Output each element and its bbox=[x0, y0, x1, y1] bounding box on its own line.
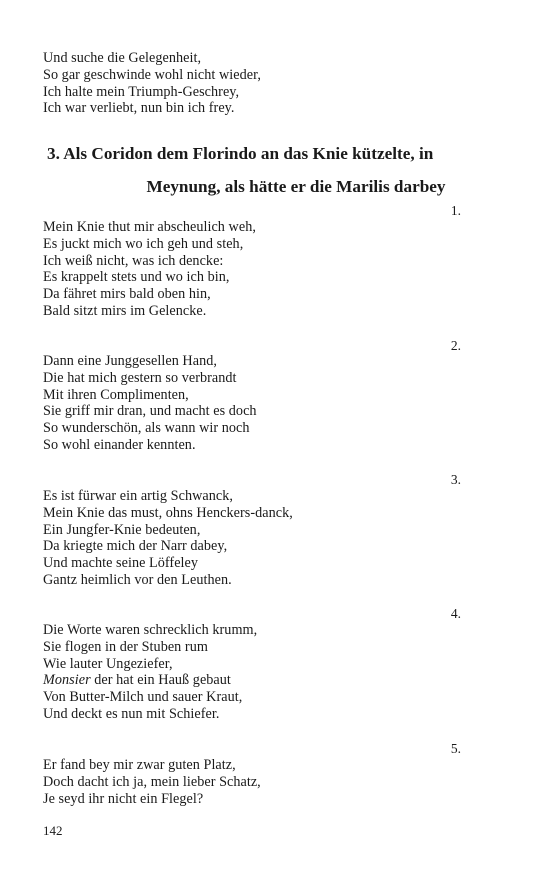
verse-line: Da fähret mirs bald oben hin, bbox=[43, 286, 211, 303]
verse-line: Gantz heimlich vor den Leuthen. bbox=[43, 571, 232, 588]
verse-line: So gar geschwinde wohl nicht wieder, bbox=[43, 66, 261, 83]
verse-line: Je seyd ihr nicht ein Flegel? bbox=[43, 790, 204, 807]
stanza-number: 5. bbox=[450, 741, 461, 756]
stanza-1 bbox=[43, 219, 503, 320]
verse-line: Mein Knie thut mir abscheulich weh, bbox=[43, 219, 256, 235]
intro-verse bbox=[43, 50, 503, 117]
stanza-number: 1. bbox=[450, 203, 461, 218]
verse-line: Ein Jungfer-Knie bedeuten, bbox=[43, 521, 201, 538]
stanza-5 bbox=[43, 757, 503, 807]
stanza-number: 3. bbox=[450, 472, 461, 487]
stanza-number: 4. bbox=[450, 606, 461, 621]
verse-line: So wunderschön, als wann wir noch bbox=[43, 420, 250, 437]
stanza-3 bbox=[43, 488, 503, 589]
stanza-2 bbox=[43, 353, 503, 454]
verse-line: Die Worte waren schrecklich krumm, bbox=[43, 622, 258, 638]
page-number: 142 bbox=[43, 823, 63, 838]
verse-line: Mit ihren Complimenten, bbox=[43, 386, 189, 403]
verse-line: Von Butter-Milch und sauer Kraut, bbox=[43, 689, 243, 706]
verse-line: Die hat mich gestern so verbrandt bbox=[43, 369, 237, 386]
verse-line: Sie flogen in der Stuben rum bbox=[43, 638, 208, 655]
verse-line: Ich weiß nicht, was ich dencke: bbox=[43, 252, 224, 269]
verse-line: Bald sitzt mirs im Gelencke. bbox=[43, 302, 207, 319]
italic-word: Monsier bbox=[43, 672, 91, 689]
verse-line-rest: der hat ein Hauß gebaut bbox=[94, 672, 231, 689]
verse-line: Es juckt mich wo ich geh und steh, bbox=[43, 235, 244, 252]
verse-line: Und suche die Gelegenheit, bbox=[43, 50, 202, 66]
verse-line: Es krappelt stets und wo ich bin, bbox=[43, 269, 230, 286]
verse-line: Sie griff mir dran, und macht es doch bbox=[43, 403, 257, 420]
poem-title-line-1: 3. Als Coridon dem Florindo an das Knie kützelte, in bbox=[47, 144, 434, 163]
stanza-4 bbox=[43, 622, 503, 723]
verse-line: So wohl einander kennten. bbox=[43, 436, 196, 453]
verse-line: Wie lauter Ungeziefer, bbox=[43, 655, 173, 672]
verse-line: Und machte seine Löffeley bbox=[43, 555, 199, 572]
verse-line: Es ist fürwar ein artig Schwanck, bbox=[43, 488, 233, 504]
verse-line: Er fand bey mir zwar guten Platz, bbox=[43, 757, 236, 773]
verse-line: Ich halte mein Triumph-Geschrey, bbox=[43, 83, 240, 100]
verse-line: Und deckt es nun mit Schiefer. bbox=[43, 705, 220, 722]
verse-line: Mein Knie das must, ohns Henckers-danck, bbox=[43, 504, 293, 521]
verse-line: Doch dacht ich ja, mein lieber Schatz, bbox=[43, 773, 261, 790]
verse-line: Da kriegte mich der Narr dabey, bbox=[43, 538, 228, 555]
verse-line bbox=[43, 672, 503, 689]
verse-line: Dann eine Junggesellen Hand, bbox=[43, 353, 217, 369]
poem-title-line-2: Meynung, als hätte er die Marilis darbey bbox=[146, 177, 446, 196]
stanza-number: 2. bbox=[450, 338, 461, 353]
verse-line: Ich war verliebt, nun bin ich frey. bbox=[43, 100, 235, 117]
